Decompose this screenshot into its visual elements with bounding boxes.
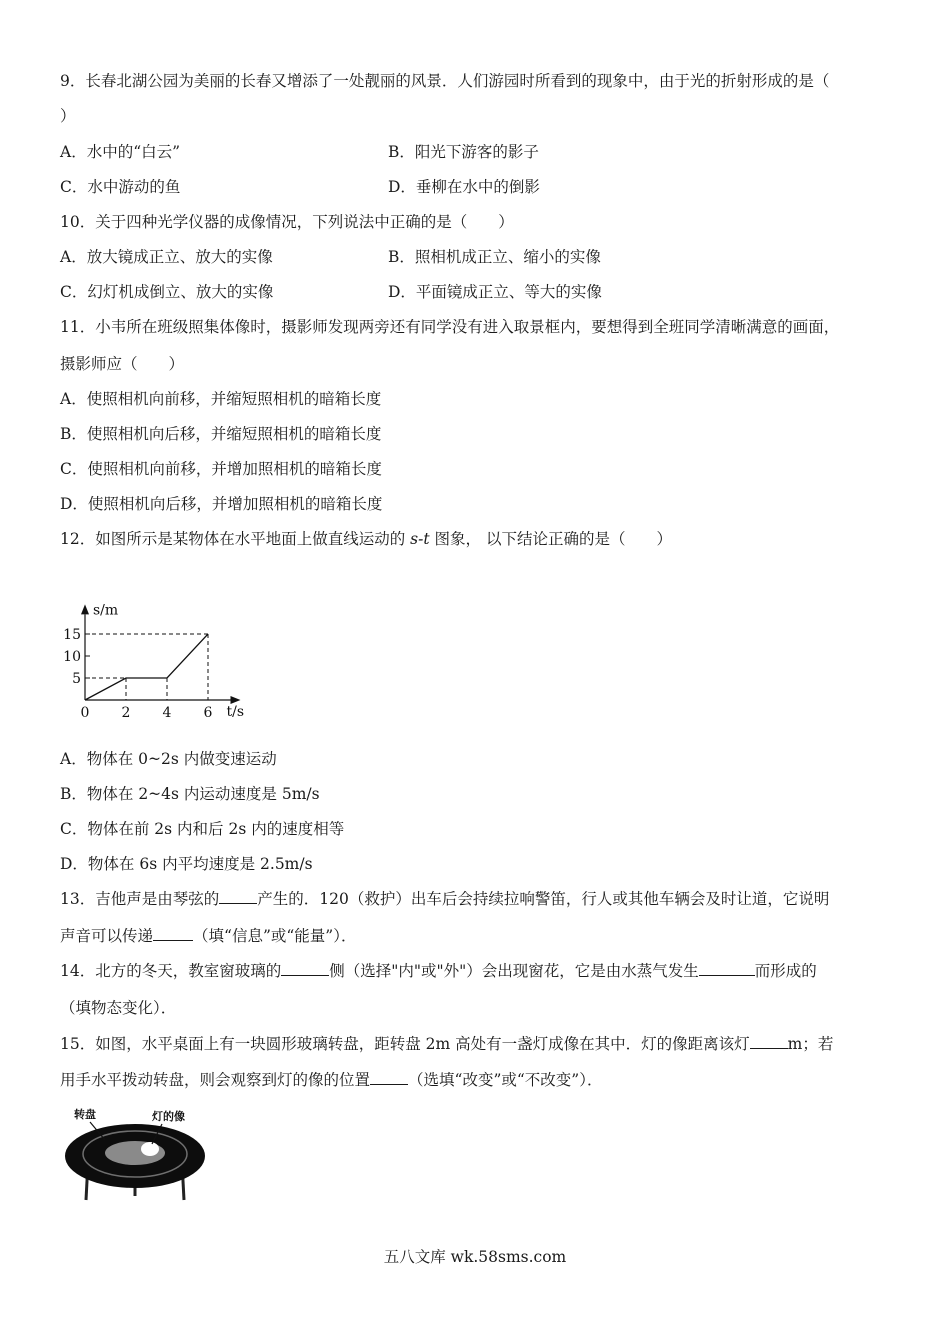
q9-option-c: C．水中游动的鱼 <box>60 178 181 196</box>
x-tick-label: 2 <box>121 705 131 721</box>
q15-text-c: 用手水平拨动转盘，则会观察到灯的像的位置 <box>60 1071 371 1089</box>
x-tick-label: 0 <box>80 705 90 721</box>
q12-option-a: A．物体在 0~2s 内做变速运动 <box>60 750 277 768</box>
q9-option-b: B．阳光下游客的影子 <box>388 143 539 161</box>
q14-text-c: 而形成的 <box>754 962 817 980</box>
q13-text-b: 产生的．120（救护）出车后会持续拉响警笛，行人或其他车辆会及时让道，它说明 <box>257 890 830 908</box>
q11-option-b: B．使照相机向后移，并缩短照相机的暗箱长度 <box>60 425 382 443</box>
q14-line1 <box>60 960 817 982</box>
y-axis-label: s/m <box>93 602 119 619</box>
q15-text-d: （选填“改变”或“不改变”）． <box>408 1071 603 1089</box>
q14-blank-2[interactable] <box>699 961 755 976</box>
q14-blank-1[interactable] <box>281 961 329 976</box>
q11-option-c: C．使照相机向前移，并增加照相机的暗箱长度 <box>60 460 382 478</box>
q13-line1 <box>60 888 829 910</box>
q13-text-a: 13．吉他声是由琴弦的 <box>60 890 220 908</box>
q9-stem-line1: 9．长春北湖公园为美丽的长春又增添了一处靓丽的风景．人们游园时所看到的现象中，由于光的折射形成的是（ <box>60 72 830 90</box>
y-tick-label: 15 <box>63 627 81 643</box>
q12-stem-pre: 12．如图所示是某物体在水平地面上做直线运动的 <box>60 530 406 548</box>
q11-stem-line2: 摄影师应（ ） <box>60 355 185 373</box>
q15-line1 <box>60 1033 833 1055</box>
q10-option-d: D．平面镜成正立、等大的实像 <box>388 283 602 301</box>
q12-stem <box>60 528 672 550</box>
x-tick-label: 6 <box>203 705 213 721</box>
q10-option-a: A．放大镜成正立、放大的实像 <box>60 248 273 266</box>
q13-blank-2[interactable] <box>153 926 193 941</box>
q14-line2: （填物态变化）． <box>60 999 177 1017</box>
q15-text-a: 15．如图，水平桌面上有一块圆形玻璃转盘，距转盘 2m 高处有一盏灯成像在其中．灯的像距离该灯 <box>60 1035 750 1053</box>
q9-option-a: A．水中的“白云” <box>60 143 181 161</box>
st-graph <box>60 560 260 730</box>
x-axis-arrow <box>231 696 241 704</box>
q10-option-b: B．照相机成正立、缩小的实像 <box>388 248 601 266</box>
y-axis-arrow <box>81 604 89 614</box>
q9-stem-line2: ） <box>60 107 76 125</box>
label-turntable: 转盘 <box>74 1108 96 1121</box>
q15-blank-1[interactable] <box>750 1034 788 1049</box>
q14-text-b: 侧（选择"内"或"外"）会出现窗花，它是由水蒸气发生 <box>329 962 699 980</box>
q10-option-c: C．幻灯机成倒立、放大的实像 <box>60 283 274 301</box>
q15-line2 <box>60 1069 602 1091</box>
q12-stem-var: s-t <box>410 530 430 548</box>
q15-blank-2[interactable] <box>370 1070 408 1085</box>
q9-option-d: D．垂柳在水中的倒影 <box>388 178 540 196</box>
q11-option-d: D．使照相机向后移，并增加照相机的暗箱长度 <box>60 495 383 513</box>
q13-line2 <box>60 925 356 947</box>
q13-text-c: 声音可以传递 <box>60 927 154 945</box>
q12-option-b: B．物体在 2~4s 内运动速度是 5m/s <box>60 785 320 803</box>
q13-text-d: （填“信息”或“能量”）． <box>193 927 357 945</box>
q12-option-c: C．物体在前 2s 内和后 2s 内的速度相等 <box>60 820 345 838</box>
st-series-line <box>85 634 208 700</box>
q11-stem-line1: 11．小韦所在班级照集体像时，摄影师发现两旁还有同学没有进入取景框内，要想得到全班同学清晰满意的画面， <box>60 318 840 336</box>
x-axis-label: t/s <box>226 704 245 720</box>
q13-blank-1[interactable] <box>219 889 257 904</box>
y-tick-label: 10 <box>63 649 81 665</box>
q14-text-a: 14．北方的冬天，教室窗玻璃的 <box>60 962 282 980</box>
q15-text-b: m；若 <box>787 1035 834 1053</box>
label-lamp-image: 灯的像 <box>152 1110 185 1123</box>
q10-stem: 10．关于四种光学仪器的成像情况，下列说法中正确的是（ ） <box>60 213 514 231</box>
x-tick-label: 4 <box>162 705 172 721</box>
footer-watermark: 五八文库 wk.58sms.com <box>383 1248 567 1266</box>
lamp-image-spot <box>141 1142 159 1156</box>
q12-option-d: D．物体在 6s 内平均速度是 2.5m/s <box>60 855 313 873</box>
q12-stem-post: 图象， 以下结论正确的是（ ） <box>434 530 672 548</box>
turntable-figure <box>60 1104 210 1204</box>
q11-option-a: A．使照相机向前移，并缩短照相机的暗箱长度 <box>60 390 382 408</box>
y-tick-label: 5 <box>72 671 81 687</box>
